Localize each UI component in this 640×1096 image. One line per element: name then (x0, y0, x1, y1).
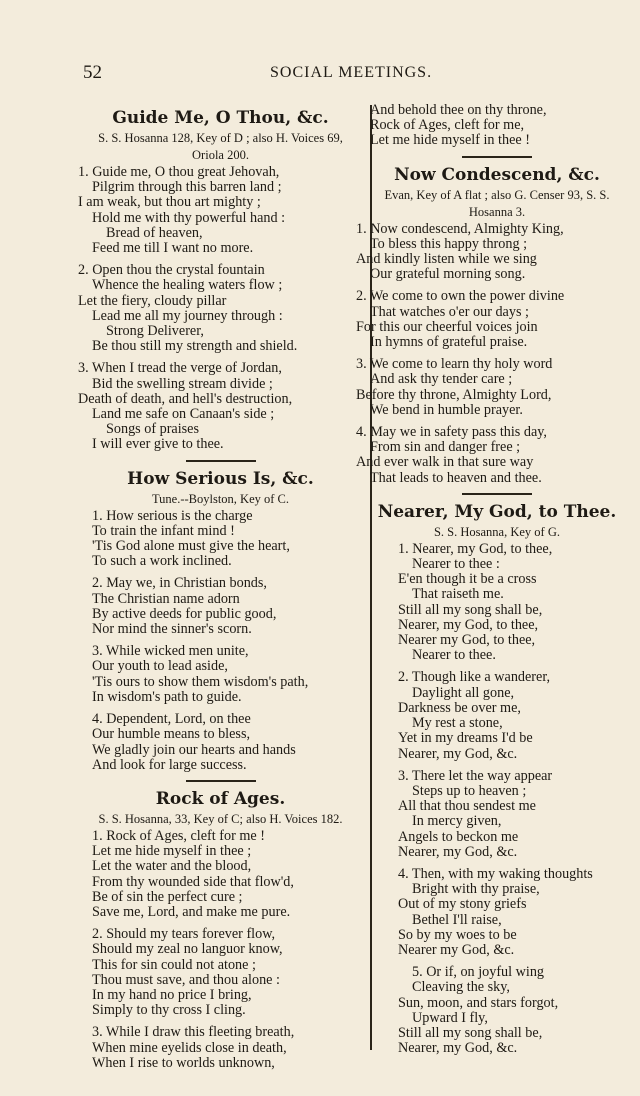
stanza (356, 357, 638, 418)
hymn-line: Strong Deliverer, (106, 323, 204, 340)
hymn-separator (462, 156, 532, 158)
hymn-line: Still all my song shall be, (398, 1024, 543, 1041)
page-number: 52 (83, 62, 102, 83)
hymn-line: I will ever give to thee. (92, 436, 224, 453)
stanza (356, 867, 638, 958)
hymn-line: That raiseth me. (412, 586, 504, 603)
hymn-line: Daylight all gone, (412, 684, 515, 701)
stanza (78, 165, 363, 256)
hymn-line: Feed me till I want no more. (92, 240, 254, 257)
hymn-line: When mine eyelids close in death, (92, 1039, 287, 1056)
hymn-line: Should my zeal no languor know, (92, 941, 283, 958)
tune-reference: S. S. Hosanna, 33, Key of C; also H. Voices 182. (98, 811, 343, 826)
hymn-line: And behold thee on thy throne, (370, 102, 547, 118)
hymn-line: 'Tis ours to show them wisdom's path, (92, 673, 309, 690)
hymn-line: 2. May we, in Christian bonds, (92, 575, 267, 592)
hymn-line: Nearer my God, &c. (398, 941, 515, 958)
hymn-line: Save me, Lord, and make me pure. (92, 903, 291, 920)
hymn-line: Sun, moon, and stars forgot, (398, 994, 559, 1011)
hymn-line: E'en though it be a cross (398, 571, 537, 588)
running-title: SOCIAL MEETINGS. (270, 64, 433, 81)
hymn-line: Our youth to lead aside, (92, 658, 228, 675)
hymn-line: We gladly join our hearts and hands (92, 741, 296, 758)
tune-reference: Evan, Key of A flat ; also G. Censer 93, S. S. (384, 187, 610, 202)
hymn-line: Let the water and the blood, (92, 858, 252, 875)
hymn-line: Simply to thy cross I cling. (92, 1002, 246, 1019)
hymn-line: Angels to beckon me (398, 828, 519, 845)
left-column (78, 105, 363, 1078)
stanza (356, 222, 638, 283)
hymn-title: Rock of Ages. (155, 788, 286, 809)
tune-reference: Tune.--Boylston, Key of C. (151, 491, 290, 506)
hymn-line: The Christian name adorn (92, 590, 240, 607)
hymn-separator (186, 460, 256, 462)
stanza (78, 644, 363, 705)
hymn-line: Our humble means to bless, (92, 726, 251, 743)
hymn-line: Bid the swelling stream divide ; (92, 375, 273, 392)
hymn-line: 2. Should my tears forever flow, (92, 926, 276, 943)
hymn-line: Darkness be over me, (398, 699, 521, 716)
hymn-line: Nearer, my God, &c. (398, 1040, 518, 1057)
hymn-line: From thy wounded side that flow'd, (92, 873, 294, 890)
hymn-line: So by my woes to be (398, 926, 517, 943)
hymn-line: 4. Then, with my waking thoughts (398, 865, 593, 882)
hymn-line: To train the infant mind ! (92, 522, 235, 539)
hymn-line: And kindly listen while we sing (356, 251, 537, 268)
hymn-line: Out of my stony griefs (398, 896, 527, 913)
hymn-separator (462, 493, 532, 495)
hymn-line: And ever walk in that sure way (356, 454, 534, 471)
right-column (356, 103, 638, 1063)
hymn-line: 3. While wicked men unite, (92, 643, 249, 660)
hymn-line: Still all my song shall be, (398, 601, 543, 618)
hymn-line: Let me hide myself in thee ; (92, 843, 252, 860)
hymn-line: From sin and danger free ; (370, 439, 521, 456)
hymn-line: Songs of praises (106, 421, 200, 438)
hymn-title: Now Condescend, &c. (394, 164, 600, 185)
hymn-line: In mercy given, (412, 813, 502, 830)
hymn-line: Let me hide myself in thee ! (370, 132, 530, 149)
hymn-line: Whence the healing waters flow ; (92, 277, 283, 294)
hymn (78, 788, 363, 1071)
stanza (78, 1025, 363, 1071)
continued-stanza (356, 103, 638, 149)
running-header (0, 62, 640, 84)
stanza (356, 542, 638, 664)
hymn-line: 1. How serious is the charge (92, 507, 253, 524)
hymn-line: This for sin could not atone ; (92, 956, 256, 973)
hymn-line: Nearer to thee. (412, 647, 496, 664)
hymn-line: 3. There let the way appear (398, 767, 553, 784)
hymn-line: And look for large success. (92, 756, 247, 773)
hymn-line: 1. Now condescend, Almighty King, (356, 220, 564, 237)
stanza (78, 576, 363, 637)
hymn-line: In wisdom's path to guide. (92, 688, 242, 705)
hymn-title: Nearer, My God, to Thee. (377, 501, 617, 522)
hymn-line: 'Tis God alone must give the heart, (92, 538, 290, 555)
hymn-line: Bethel I'll raise, (412, 911, 502, 928)
hymn-line: Let the fiery, cloudy pillar (78, 292, 227, 309)
tune-reference: S. S. Hosanna, Key of G. (433, 524, 561, 539)
stanza (78, 263, 363, 354)
hymn-line: 2. Though like a wanderer, (398, 669, 551, 686)
hymn-line: When I rise to worlds unknown, (92, 1054, 275, 1071)
hymn-line: To bless this happy throng ; (370, 235, 528, 252)
hymn-line: Be thou still my strength and shield. (92, 338, 298, 355)
hymn-separator (186, 780, 256, 782)
hymn-line: 1. Rock of Ages, cleft for me ! (92, 827, 265, 844)
hymn-line: Nearer my God, to thee, (398, 632, 536, 649)
hymn-line: Lead me all my journey through : (92, 307, 283, 324)
hymn-title: Guide Me, O Thou, &c. (112, 108, 329, 128)
hymn-line: Thou must save, and thou alone : (92, 971, 280, 988)
hymn-line: My rest a stone, (412, 715, 503, 732)
stanza (356, 769, 638, 860)
hymn-line: I am weak, but thou art mighty ; (78, 194, 261, 211)
hymn-line: 1. Nearer, my God, to thee, (398, 540, 553, 557)
hymn-line: In my hand no price I bring, (92, 986, 252, 1003)
stanza (78, 509, 363, 570)
stanza (78, 829, 363, 920)
hymn-line: 4. Dependent, Lord, on thee (92, 711, 251, 728)
hymn-line: Death of death, and hell's destruction, (78, 390, 293, 407)
tune-reference: S. S. Hosanna 128, Key of D ; also H. Voices 69, (98, 131, 343, 145)
hymn-line: 1. Guide me, O thou great Jehovah, (78, 164, 280, 180)
hymn (78, 107, 363, 453)
hymn-line: For this our cheerful voices join (356, 318, 538, 335)
stanza (78, 361, 363, 452)
hymn-line: Nearer, my God, to thee, (398, 616, 539, 633)
hymn (356, 501, 638, 1057)
hymn-line: And ask thy tender care ; (370, 371, 513, 388)
hymn (356, 164, 638, 486)
hymn-line: Steps up to heaven ; (412, 782, 527, 799)
hymn-line: In hymns of grateful praise. (370, 334, 528, 351)
hymn-line: Hold me with thy powerful hand : (92, 209, 286, 226)
hymn-line: 2. We come to own the power divine (356, 288, 565, 305)
hymn-line: To such a work inclined. (92, 553, 232, 570)
hymn-line: Before thy throne, Almighty Lord, (356, 386, 552, 403)
hymn-line: 3. We come to learn thy holy word (356, 356, 553, 373)
hymn-line: 5. Or if, on joyful wing (412, 964, 545, 981)
stanza (356, 670, 638, 761)
hymn-line: 3. When I tread the verge of Jordan, (78, 360, 282, 377)
hymn-line: Yet in my dreams I'd be (398, 730, 533, 747)
hymn-line: We bend in humble prayer. (370, 401, 523, 418)
hymn-line: That leads to heaven and thee. (370, 469, 542, 486)
hymn (78, 468, 363, 773)
stanza (356, 965, 638, 1056)
hymn-line: Bread of heaven, (106, 224, 203, 241)
hymn-line: 3. While I draw this fleeting breath, (92, 1024, 295, 1041)
hymn-line: Be of sin the perfect cure ; (92, 888, 243, 905)
hymn-line: Pilgrim through this barren land ; (92, 179, 282, 196)
stanza (356, 289, 638, 350)
hymn-line: Bright with thy praise, (412, 881, 540, 898)
hymn-line: That watches o'er our days ; (370, 303, 529, 320)
stanza (356, 425, 638, 486)
tune-reference: Oriola 200. (192, 148, 249, 162)
hymn-line: Upward I fly, (412, 1009, 488, 1026)
hymn-line: 4. May we in safety pass this day, (356, 424, 547, 441)
hymn-line: Cleaving the sky, (412, 979, 510, 996)
stanza (78, 712, 363, 773)
hymn-line: Land me safe on Canaan's side ; (92, 406, 275, 423)
hymn-line: 2. Open thou the crystal fountain (78, 262, 265, 279)
hymn-line: Rock of Ages, cleft for me, (370, 117, 525, 134)
hymn-title: How Serious Is, &c. (127, 468, 314, 489)
hymn-line: By active deeds for public good, (92, 605, 277, 622)
hymn-line: Nearer, my God, &c. (398, 843, 518, 860)
hymn-line: Nearer to thee : (412, 556, 500, 573)
hymn-line: Nor mind the sinner's scorn. (92, 621, 252, 638)
tune-reference: Hosanna 3. (468, 204, 526, 219)
hymn-line: Nearer, my God, &c. (398, 745, 518, 762)
hymn-line: All that thou sendest me (398, 798, 536, 815)
hymn-line: Our grateful morning song. (370, 266, 526, 283)
stanza (78, 927, 363, 1018)
